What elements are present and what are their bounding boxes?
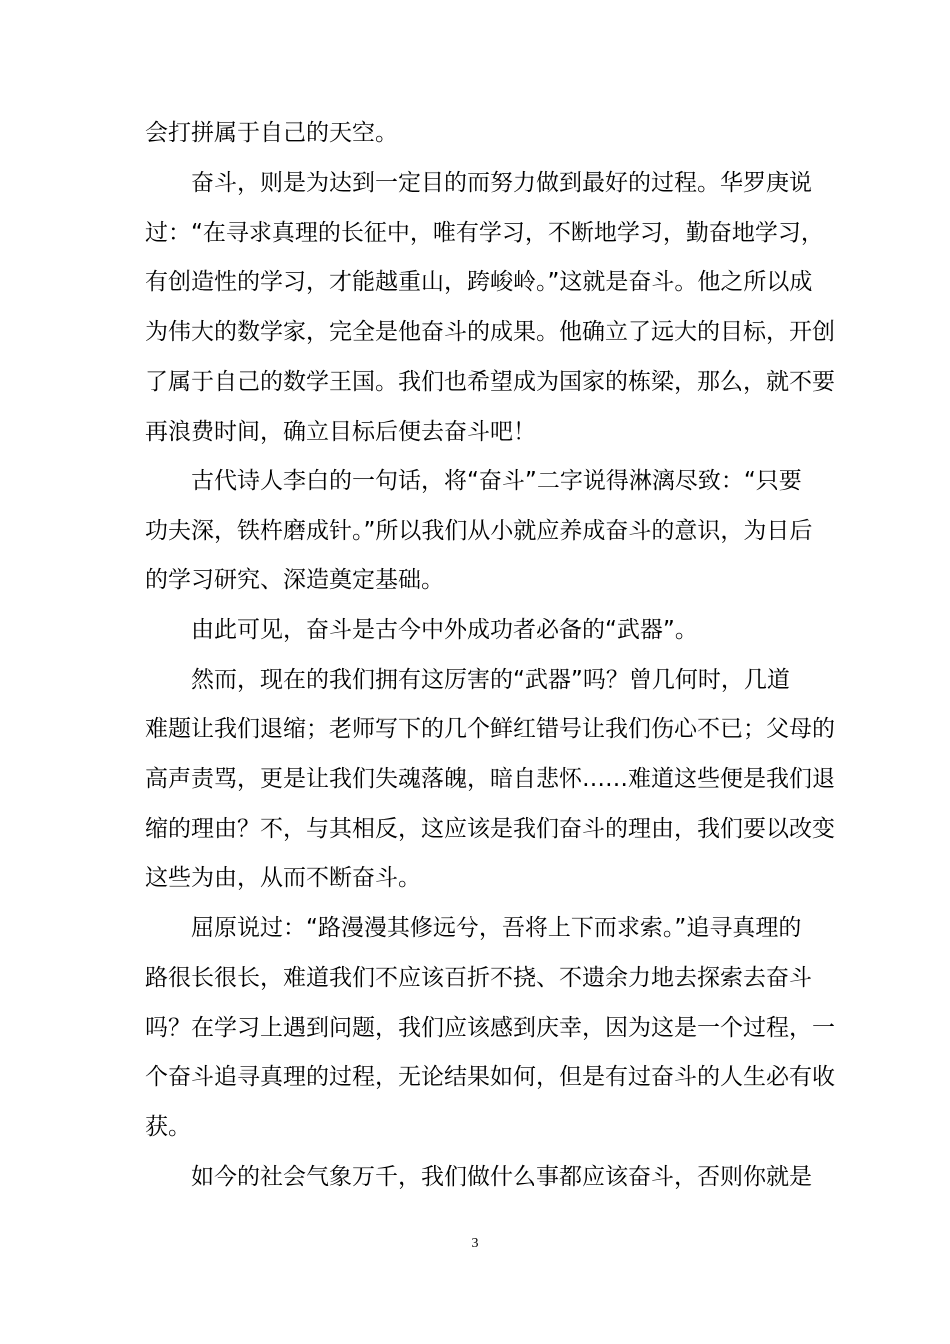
text-line: 奋斗，则是为达到一定目的而努力做到最好的过程。华罗庚说 [145, 170, 812, 196]
text-line: 路很长很长，难道我们不应该百折不挠、不遗余力地去探索去奋斗 [145, 965, 812, 991]
text-line: 吗？在学习上遇到问题，我们应该感到庆幸，因为这是一个过程，一 [145, 1015, 835, 1041]
text-line: 的学习研究、深造奠定基础。 [145, 567, 444, 593]
text-line: 功夫深，铁杵磨成针。”所以我们从小就应养成奋斗的意识，为日后 [145, 518, 813, 544]
text-line: 这些为由，从而不断奋斗。 [145, 865, 421, 891]
text-line: 过：“在寻求真理的长征中，唯有学习，不断地学习，勤奋地学习， [145, 220, 824, 246]
text-line: 会打拼属于自己的天空。 [145, 120, 398, 146]
text-line: 再浪费时间，确立目标后便去奋斗吧！ [145, 419, 536, 445]
text-line: 然而，现在的我们拥有这厉害的“武器”吗？曾几何时，几道 [145, 667, 790, 693]
text-line: 古代诗人李白的一句话，将“奋斗”二字说得淋漓尽致：“只要 [145, 468, 802, 494]
text-line: 了属于自己的数学王国。我们也希望成为国家的栋梁，那么，就不要 [145, 369, 835, 395]
text-line: 由此可见，奋斗是古今中外成功者必备的“武器”。 [145, 617, 698, 643]
text-line: 为伟大的数学家，完全是他奋斗的成果。他确立了远大的目标，开创 [145, 319, 835, 345]
text-line: 屈原说过：“路漫漫其修远兮，吾将上下而求索。”追寻真理的 [145, 915, 802, 941]
text-line: 获。 [145, 1114, 191, 1140]
text-line: 个奋斗追寻真理的过程，无论结果如何，但是有过奋斗的人生必有收 [145, 1064, 835, 1090]
page-number: 3 [471, 1236, 479, 1251]
text-line: 难题让我们退缩；老师写下的几个鲜红错号让我们伤心不已；父母的 [145, 716, 835, 742]
text-line: 如今的社会气象万千，我们做什么事都应该奋斗，否则你就是 [145, 1164, 812, 1190]
text-line: 缩的理由？不，与其相反，这应该是我们奋斗的理由，我们要以改变 [145, 816, 835, 842]
text-line: 有创造性的学习，才能越重山，跨峻岭。”这就是奋斗。他之所以成 [145, 269, 813, 295]
text-line: 高声责骂，更是让我们失魂落魄，暗自悲怀……难道这些便是我们退 [145, 766, 835, 792]
